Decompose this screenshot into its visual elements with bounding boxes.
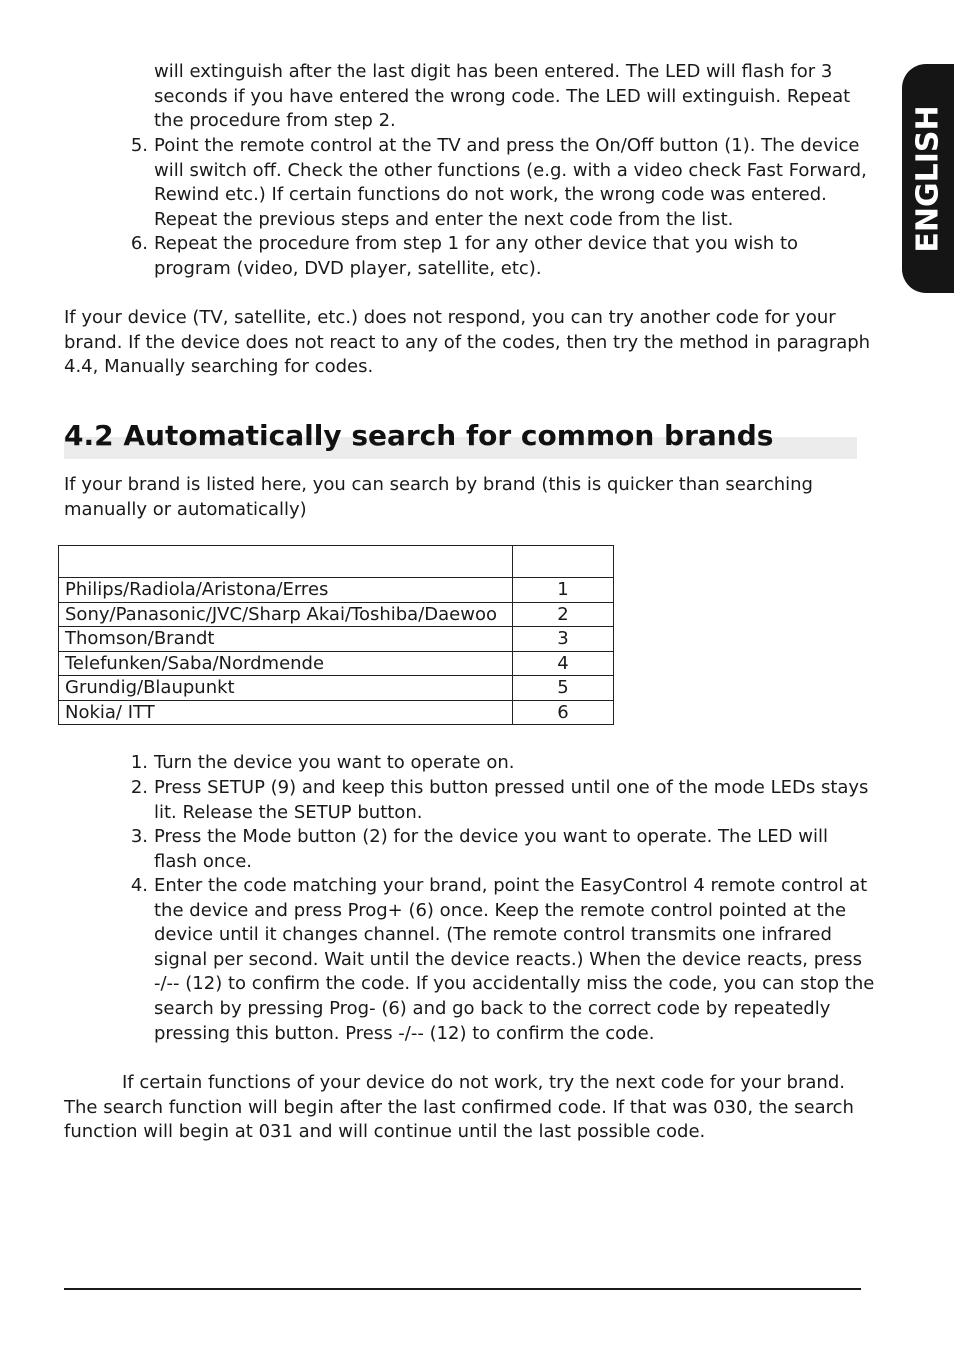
table-row bbox=[59, 602, 614, 627]
text-line: search by pressing Prog- (6) and go back to the correct code by repeatedly bbox=[154, 998, 831, 1019]
text-line: the device and press Prog+ (6) once. Keep the remote control pointed at the bbox=[154, 899, 847, 921]
table-row bbox=[59, 627, 614, 652]
section-heading: 4.2 Automatically search for common brands bbox=[64, 419, 774, 452]
table-row bbox=[59, 651, 614, 676]
text-line: will switch off. Check the other functions (e.g. with a video check Fast Forward, bbox=[154, 159, 867, 181]
text-line: function will begin at 031 and will continue until the last possible code. bbox=[64, 1121, 706, 1143]
step-number: 5. bbox=[130, 135, 148, 156]
step-number: 1. bbox=[130, 752, 148, 773]
text-line: Point the remote control at the TV and press the On/Off button (1). The device bbox=[154, 135, 860, 156]
text-line: Turn the device you want to operate on. bbox=[154, 752, 515, 773]
brand-cell: Nokia/ ITT bbox=[59, 700, 513, 725]
text-line: brand. If the device does not react to any of the codes, then try the method in paragraph bbox=[64, 331, 871, 353]
brand-cell: Grundig/Blaupunkt bbox=[59, 676, 513, 701]
code-cell: 6 bbox=[513, 700, 614, 725]
text-line: Repeat the previous steps and enter the next code from the list. bbox=[154, 208, 734, 230]
text-line: pressing this button. Press -/-- (12) to confirm the code. bbox=[154, 1022, 655, 1044]
text-line: the procedure from step 2. bbox=[154, 110, 396, 132]
text-line: 4.4, Manually searching for codes. bbox=[64, 356, 374, 378]
brand-cell: Thomson/Brandt bbox=[59, 627, 513, 652]
text-line: Press SETUP (9) and keep this button pressed until one of the mode LEDs stays bbox=[154, 777, 869, 798]
text-line: program (video, DVD player, satellite, etc). bbox=[154, 257, 542, 279]
text-line: will extinguish after the last digit has been entered. The LED will flash for 3 bbox=[154, 61, 833, 82]
table-row bbox=[59, 578, 614, 603]
table-row bbox=[59, 676, 614, 701]
text-line: Press the Mode button (2) for the device you want to operate. The LED will bbox=[154, 826, 828, 847]
step-number: 2. bbox=[130, 777, 148, 798]
table-header-brand bbox=[59, 546, 513, 578]
code-cell: 2 bbox=[513, 602, 614, 627]
text-line: signal per second. Wait until the device reacts.) When the device reacts, press bbox=[154, 948, 862, 970]
text-line: Rewind etc.) If certain functions do not work, the wrong code was entered. bbox=[154, 184, 827, 206]
brand-cell: Telefunken/Saba/Nordmende bbox=[59, 651, 513, 676]
code-cell: 4 bbox=[513, 651, 614, 676]
step-number: 6. bbox=[130, 233, 148, 254]
language-tab-label: ENGLISH bbox=[910, 104, 946, 253]
code-cell: 3 bbox=[513, 627, 614, 652]
text-line: Enter the code matching your brand, point the EasyControl 4 remote control at bbox=[154, 875, 868, 896]
text-line: The search function will begin after the last confirmed code. If that was 030, the search bbox=[64, 1096, 854, 1118]
brand-cell: Sony/Panasonic/JVC/Sharp Akai/Toshiba/Daewoo bbox=[59, 602, 513, 627]
text-line: lit. Release the SETUP button. bbox=[154, 801, 423, 823]
brand-code-table bbox=[58, 545, 614, 725]
step-number: 3. bbox=[130, 826, 148, 847]
text-line: seconds if you have entered the wrong code. The LED will extinguish. Repeat bbox=[154, 85, 851, 107]
text-line: -/-- (12) to confirm the code. If you accidentally miss the code, you can stop the bbox=[154, 973, 875, 995]
text-line: If your brand is listed here, you can search by brand (this is quicker than searching bbox=[64, 474, 813, 495]
text-line: Repeat the procedure from step 1 for any other device that you wish to bbox=[154, 233, 799, 254]
text-line: flash once. bbox=[154, 850, 252, 872]
code-cell: 5 bbox=[513, 676, 614, 701]
table-header-code bbox=[513, 546, 614, 578]
language-tab bbox=[902, 64, 954, 293]
text-line: If certain functions of your device do not work, try the next code for your brand. bbox=[122, 1072, 845, 1093]
text-line: device until it changes channel. (The remote control transmits one infrared bbox=[154, 924, 832, 946]
code-cell: 1 bbox=[513, 578, 614, 603]
text-line: manually or automatically) bbox=[64, 498, 307, 520]
table-row bbox=[59, 700, 614, 725]
footer-divider bbox=[64, 1288, 861, 1290]
brand-cell: Philips/Radiola/Aristona/Erres bbox=[59, 578, 513, 603]
text-line: If your device (TV, satellite, etc.) does not respond, you can try another code for your bbox=[64, 307, 836, 328]
table-header-row bbox=[59, 546, 614, 578]
step-number: 4. bbox=[130, 875, 148, 896]
